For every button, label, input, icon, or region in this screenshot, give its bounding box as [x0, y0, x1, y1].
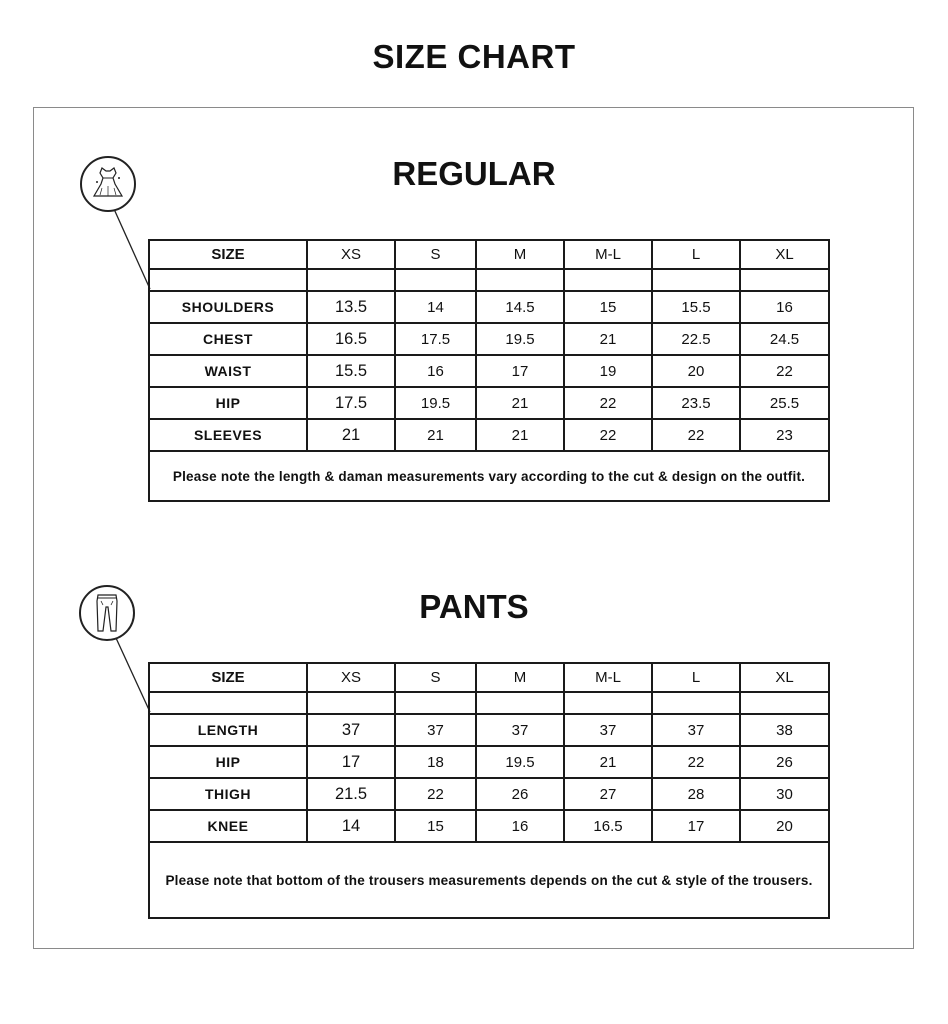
cell-value: 15 [395, 810, 476, 842]
cell-value: 13.5 [307, 291, 395, 323]
table-row [149, 778, 829, 810]
cell-value: 21 [564, 323, 652, 355]
size-l-header: L [652, 663, 740, 692]
row-label: SLEEVES [149, 419, 307, 451]
cell-value: 20 [652, 355, 740, 387]
cell-value: 22 [564, 419, 652, 451]
cell-value: 28 [652, 778, 740, 810]
cell-value: 22 [652, 419, 740, 451]
cell-value: 16.5 [564, 810, 652, 842]
size-s-header: S [395, 240, 476, 269]
cell-value: 30 [740, 778, 829, 810]
size-header: SIZE [149, 240, 307, 269]
table-header-row [149, 663, 829, 692]
cell-value: 22 [395, 778, 476, 810]
cell-value: 21 [476, 387, 564, 419]
table-row [149, 419, 829, 451]
table-spacer-row [149, 692, 829, 714]
table-row [149, 323, 829, 355]
table-row [149, 746, 829, 778]
size-ml-header: M-L [564, 240, 652, 269]
cell-value: 21 [476, 419, 564, 451]
table-row [149, 355, 829, 387]
cell-value: 17 [307, 746, 395, 778]
pants-title: PANTS [419, 588, 529, 625]
page-title: SIZE CHART [372, 38, 576, 75]
note-row [149, 451, 829, 501]
cell-value: 25.5 [740, 387, 829, 419]
cell-value: 19.5 [395, 387, 476, 419]
cell-value: 23 [740, 419, 829, 451]
cell-value: 16 [740, 291, 829, 323]
size-xl-header: XL [740, 240, 829, 269]
cell-value: 22 [740, 355, 829, 387]
cell-value: 22.5 [652, 323, 740, 355]
table-row [149, 714, 829, 746]
cell-value: 14.5 [476, 291, 564, 323]
regular-title: REGULAR [392, 155, 556, 192]
size-m-header: M [476, 663, 564, 692]
row-label: SHOULDERS [149, 291, 307, 323]
cell-value: 21.5 [307, 778, 395, 810]
size-xl-header: XL [740, 663, 829, 692]
size-xs-header: XS [307, 663, 395, 692]
cell-value: 23.5 [652, 387, 740, 419]
cell-value: 24.5 [740, 323, 829, 355]
row-label: LENGTH [149, 714, 307, 746]
regular-note: Please note the length & daman measurements vary according to the cut & design on the outfit. [149, 451, 829, 501]
pants-size-table [148, 662, 830, 919]
size-header: SIZE [149, 663, 307, 692]
row-label: THIGH [149, 778, 307, 810]
cell-value: 22 [564, 387, 652, 419]
cell-value: 37 [564, 714, 652, 746]
cell-value: 19 [564, 355, 652, 387]
cell-value: 17.5 [395, 323, 476, 355]
size-l-header: L [652, 240, 740, 269]
cell-value: 14 [395, 291, 476, 323]
cell-value: 17 [652, 810, 740, 842]
cell-value: 21 [307, 419, 395, 451]
size-xs-header: XS [307, 240, 395, 269]
table-row [149, 291, 829, 323]
cell-value: 22 [652, 746, 740, 778]
cell-value: 16 [395, 355, 476, 387]
row-label: WAIST [149, 355, 307, 387]
cell-value: 37 [307, 714, 395, 746]
cell-value: 21 [395, 419, 476, 451]
note-row [149, 842, 829, 918]
size-s-header: S [395, 663, 476, 692]
dress-icon [80, 156, 136, 212]
cell-value: 26 [476, 778, 564, 810]
cell-value: 19.5 [476, 746, 564, 778]
cell-value: 16 [476, 810, 564, 842]
table-row [149, 810, 829, 842]
row-label: KNEE [149, 810, 307, 842]
cell-value: 16.5 [307, 323, 395, 355]
cell-value: 17 [476, 355, 564, 387]
pants-note: Please note that bottom of the trousers measurements depends on the cut & style of the trousers. [149, 842, 829, 918]
row-label: CHEST [149, 323, 307, 355]
cell-value: 14 [307, 810, 395, 842]
cell-value: 18 [395, 746, 476, 778]
table-header-row [149, 240, 829, 269]
row-label: HIP [149, 387, 307, 419]
size-ml-header: M-L [564, 663, 652, 692]
cell-value: 21 [564, 746, 652, 778]
cell-value: 27 [564, 778, 652, 810]
cell-value: 26 [740, 746, 829, 778]
pants-icon [79, 585, 135, 641]
cell-value: 37 [652, 714, 740, 746]
cell-value: 37 [395, 714, 476, 746]
cell-value: 17.5 [307, 387, 395, 419]
size-m-header: M [476, 240, 564, 269]
cell-value: 15.5 [307, 355, 395, 387]
cell-value: 38 [740, 714, 829, 746]
cell-value: 19.5 [476, 323, 564, 355]
table-spacer-row [149, 269, 829, 291]
table-row [149, 387, 829, 419]
cell-value: 15 [564, 291, 652, 323]
cell-value: 15.5 [652, 291, 740, 323]
row-label: HIP [149, 746, 307, 778]
regular-size-table [148, 239, 830, 502]
cell-value: 37 [476, 714, 564, 746]
cell-value: 20 [740, 810, 829, 842]
